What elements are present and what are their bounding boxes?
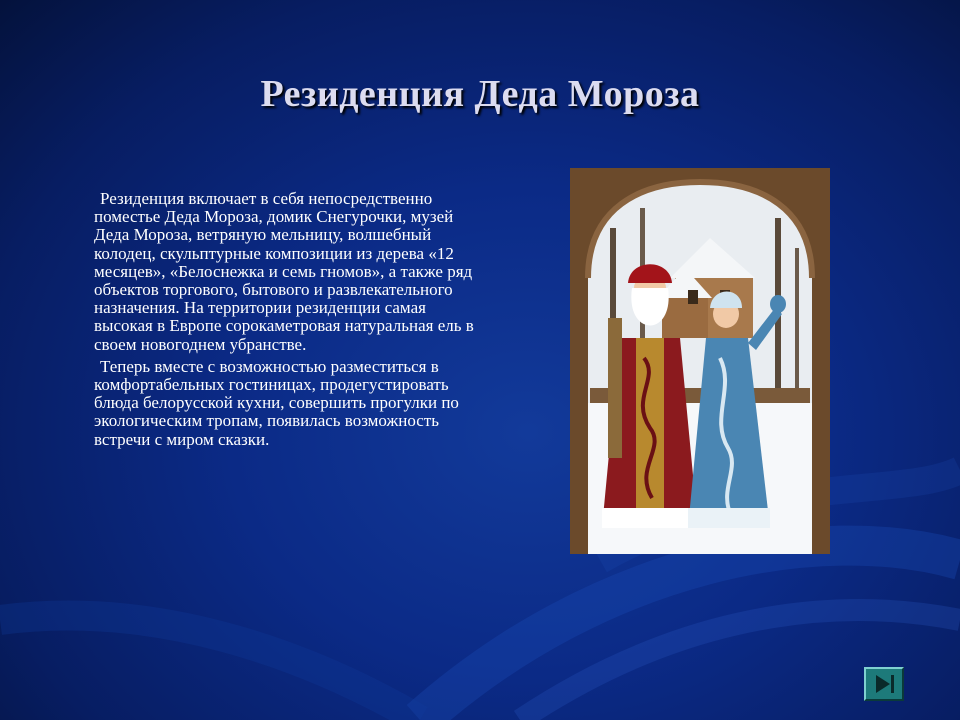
next-slide-button[interactable] [864,667,904,701]
slide-title: Резиденция Деда Мороза [260,73,700,115]
slide-body-text [88,190,476,453]
next-slide-icon [866,669,902,699]
paragraph-residence-description: Резиденция включает в себя непосредственно поместье Деда Мороза, домик Снегурочки, музей Деда Мороза, ветряную мельницу, волшебный колодец, скульптурные композиции из дерева «12 месяцев», «Белоснежка и семь гномов», а также ряд объектов торгового, бытового и развлекательного назначения. На территории резиденции самая высокая в Европе сорокаметровая натуральная ель в своем новогоднем убранстве. [94,189,474,354]
photo-illustration [570,168,830,554]
ded-moroz-and-snegurochka-photo [570,168,830,554]
paragraph-tourism-description: Теперь вместе с возможностью разместиться в комфортабельных гостиницах, продегустировать блюда белорусской кухни, совершить прогулки по экологическим тропам, появилась возможность встречи с миром сказки. [94,356,459,449]
